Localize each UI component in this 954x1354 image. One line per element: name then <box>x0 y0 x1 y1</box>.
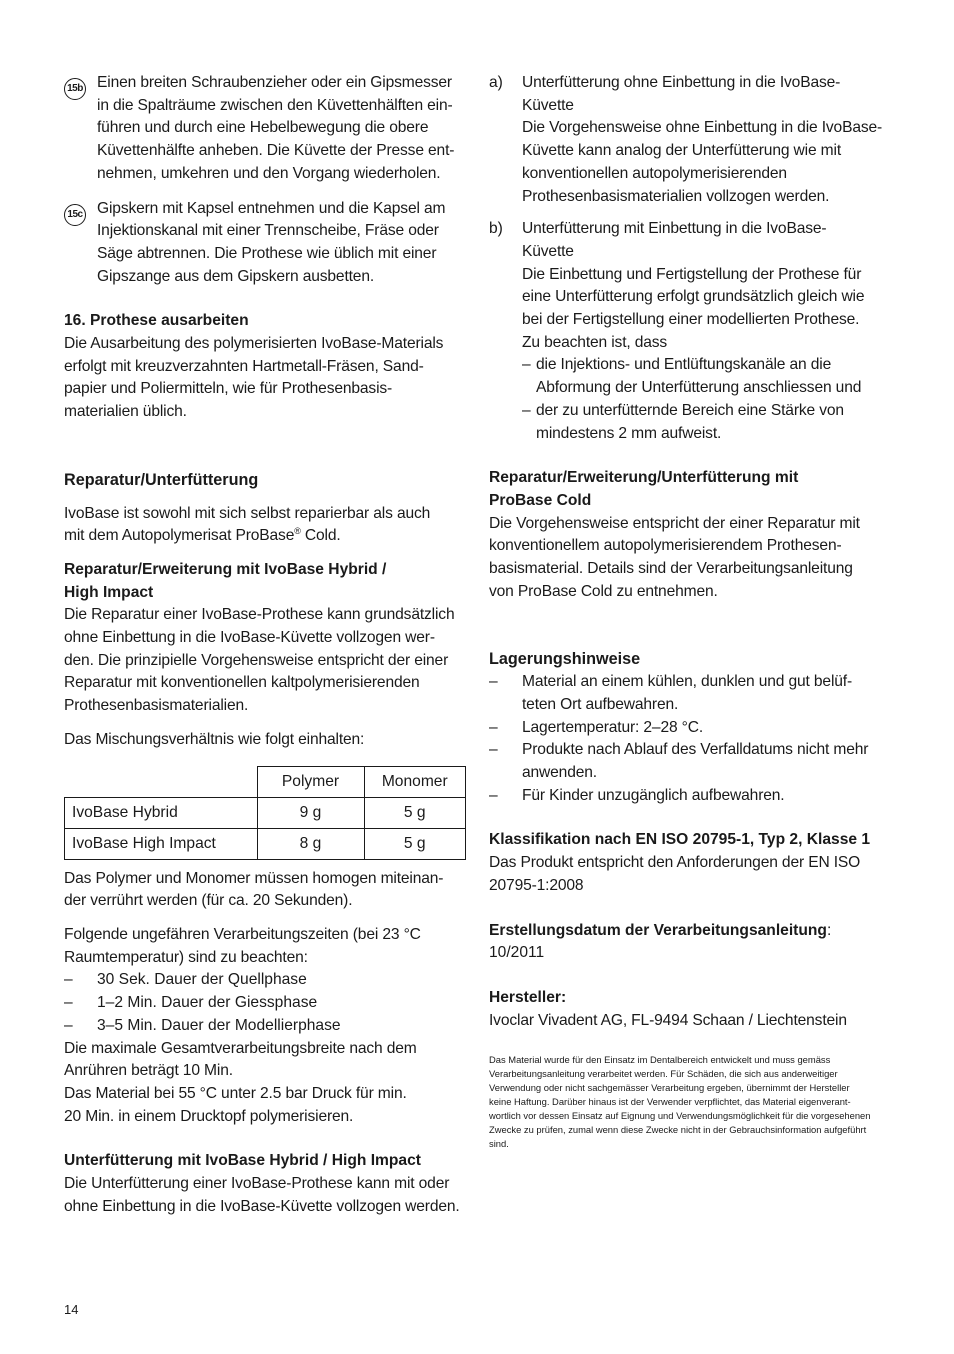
text-line: Küvettenhälfte anheben. Die Küvette der Presse ent- <box>97 142 455 160</box>
list-item: – 3–5 Min. Dauer der Modellierphase <box>64 1015 466 1038</box>
relining-heading: Unterfütterung mit IvoBase Hybrid / High Impact <box>64 1152 421 1170</box>
table-header: Polymer <box>257 766 364 797</box>
classification-section <box>489 829 891 897</box>
text-line: Injektionskanal mit einer Trennscheibe, Fräse oder <box>97 222 439 240</box>
registered-mark: ® <box>294 526 301 537</box>
text-line: von ProBase Cold zu entnehmen. <box>489 582 718 600</box>
text-line: erfolgt mit kreuzverzahnten Hartmetall-Fräsen, Sand- <box>64 357 424 375</box>
manufacturer-heading: Hersteller: <box>489 988 567 1006</box>
list-item: – die Injektions- und Entlüftungskanäle an die Abformung der Unterfütterung anschliessen und <box>522 356 862 397</box>
text-line: Einen breiten Schraubenzieher oder ein Gipsmesser <box>97 74 452 91</box>
dash-marker: – <box>64 971 73 989</box>
table-cell: 8 g <box>257 828 364 859</box>
option-b <box>489 218 891 445</box>
text-line: Die maximale Gesamtverarbeitungsbreite nach dem <box>64 1039 417 1057</box>
dash-marker: – <box>522 356 531 374</box>
list-item: – Produkte nach Ablauf des Verfalldatums nicht mehr anwenden. <box>489 741 869 781</box>
date-heading: Erstellungsdatum der Verarbeitungsanleitung: <box>489 921 832 939</box>
table-row <box>65 797 466 828</box>
step-15b <box>64 72 466 186</box>
disclaimer-line: keine Haftung. Darüber hinaus ist der Verwender verpflichtet, das Material eigenverant- <box>489 1096 851 1108</box>
text-line: Zu beachten ist, dass <box>522 333 668 351</box>
table-cell: 9 g <box>257 797 364 828</box>
dash-marker: – <box>489 718 498 736</box>
right-column <box>489 72 891 1151</box>
disclaimer-line: Verarbeitungsanleitung verarbeitet werden. Für Schäden, die sich aus anderweitiger <box>489 1068 838 1080</box>
after-table-text <box>64 868 466 913</box>
text-line: 20795-1:2008 <box>489 876 584 894</box>
list-item: – Material an einem kühlen, dunklen und gut belüf- teten Ort aufbewahren. <box>489 673 853 713</box>
processing-times <box>64 924 466 1128</box>
list-item: – der zu unterfütternde Bereich eine Stärke von mindestens 2 mm aufweist. <box>522 401 844 442</box>
storage-heading: Lagerungshinweise <box>489 650 641 669</box>
list-item: – 1–2 Min. Dauer der Giessphase <box>64 992 466 1015</box>
text-line: Das Material bei 55 °C unter 2.5 bar Druck für min. <box>64 1084 407 1102</box>
table-header-row <box>65 766 466 797</box>
repair-heading: Reparatur/Unterfütterung <box>64 470 259 489</box>
text-line: der verrührt werden (für ca. 20 Sekunden). <box>64 892 353 910</box>
option-title-line: Unterfütterung ohne Einbettung in die IvoBase- <box>522 74 841 91</box>
text-line: führen und durch eine Hebelbewegung die obere <box>97 119 429 137</box>
text-line: Die Vorgehensweise entspricht der einer Reparatur mit <box>489 514 860 532</box>
text-line: Reparatur mit konventionellen kaltpolymerisierenden <box>64 674 420 692</box>
text-line: ohne Einbettung in die IvoBase-Küvette vollzogen werden. <box>64 1197 460 1215</box>
text-line: Anrühren beträgt 10 Min. <box>64 1062 233 1080</box>
table-cell: IvoBase High Impact <box>65 828 258 859</box>
page-number: 14 <box>64 1302 79 1317</box>
classification-heading: Klassifikation nach EN ISO 20795-1, Typ 2, Klasse 1 <box>489 831 871 849</box>
step-15c-badge-icon: 15c <box>64 204 86 226</box>
text-line: Prothesenbasismaterialien. <box>64 697 249 715</box>
hybrid-heading-line: High Impact <box>64 583 154 601</box>
hybrid-heading-line: Reparatur/Erweiterung mit IvoBase Hybrid / <box>64 560 387 578</box>
list-item: – Lagertemperatur: 2–28 °C. <box>489 717 891 740</box>
list-item: – 30 Sek. Dauer der Quellphase <box>64 969 466 992</box>
text-line: IvoBase ist sowohl mit sich selbst reparierbar als auch <box>64 504 431 522</box>
text-line: Küvette kann analog der Unterfütterung wie mit <box>522 142 842 160</box>
text-line: nehmen, umkehren und den Vorgang wiederholen. <box>97 164 441 182</box>
text-line: in die Spalträume zwischen den Küvettenhälften ein- <box>97 96 453 114</box>
text-line: Prothesenbasismaterialien vollzogen werden. <box>522 187 830 205</box>
dash-marker: – <box>489 741 498 759</box>
dash-marker: – <box>489 786 498 804</box>
text-line: Säge abtrennen. Die Prothese wie üblich mit einer <box>97 244 437 262</box>
disclaimer-line: Das Material wurde für den Einsatz im Dentalbereich entwickelt und muss gemäss <box>489 1054 831 1066</box>
option-a <box>489 72 891 208</box>
dash-marker: – <box>522 401 531 419</box>
section-16-heading: 16. Prothese ausarbeiten <box>64 312 249 330</box>
text-line: Die Einbettung und Fertigstellung der Prothese für <box>522 265 862 283</box>
probase-section <box>489 467 891 603</box>
mix-intro: Das Mischungsverhältnis wie folgt einhalten: <box>64 730 365 748</box>
text-line: 20 Min. in einem Drucktopf polymerisieren. <box>64 1107 354 1125</box>
text-line: papier und Poliermitteln, wie für Prothesenbasis- <box>64 380 393 398</box>
disclaimer-line: wortlich vor dessen Einsatz auf Eignung und Verwendungsmöglichkeit für die vorgesehenen <box>489 1109 871 1121</box>
text-line: Die Vorgehensweise ohne Einbettung in die IvoBase- <box>522 119 883 137</box>
option-b-marker: b) <box>489 220 503 238</box>
left-column <box>64 72 466 1218</box>
text-line: konventionellem autopolymerisierendem Prothesen- <box>489 537 842 555</box>
dash-marker: – <box>64 994 73 1012</box>
text-line: Folgende ungefähren Verarbeitungszeiten (bei 23 °C <box>64 925 421 943</box>
text-line: Die Ausarbeitung des polymerisierten IvoBase-Materials <box>64 335 444 353</box>
text-line: konventionellen autopolymerisierenden <box>522 164 787 182</box>
dash-marker: – <box>489 673 498 691</box>
text-line: Die Reparatur einer IvoBase-Prothese kann grundsätzlich <box>64 606 455 624</box>
option-title-line: Küvette <box>522 242 574 260</box>
mixing-ratio-table <box>64 766 466 860</box>
option-title-line: Unterfütterung mit Einbettung in die IvoBase- <box>522 220 827 238</box>
disclaimer-line: Zwecke zu prüfen, zumal wenn diese Zwecke nicht in der Gebrauchsinformation aufgeführt <box>489 1123 867 1135</box>
hybrid-repair-section <box>64 559 466 752</box>
text-line: basismaterial. Details sind der Verarbeitungsanleitung <box>489 560 853 578</box>
relining-section <box>64 1150 466 1218</box>
text-line: bei der Fertigstellung einer modellierten Prothese. <box>522 311 860 329</box>
option-a-marker: a) <box>489 74 503 91</box>
text-line: Das Polymer und Monomer müssen homogen miteinan- <box>64 869 444 887</box>
repair-section <box>64 469 466 548</box>
text-line: mit dem Autopolymerisat ProBase® Cold. <box>64 526 341 545</box>
table-header: Monomer <box>364 766 466 797</box>
manufacturer-value: Ivoclar Vivadent AG, FL-9494 Schaan / Liechtenstein <box>489 1011 847 1029</box>
date-value: 10/2011 <box>489 944 545 962</box>
list-item: – Für Kinder unzugänglich aufbewahren. <box>489 785 891 808</box>
section-16 <box>64 310 466 424</box>
table-cell: 5 g <box>364 797 466 828</box>
text-line: den. Die prinzipielle Vorgehensweise entspricht der einer <box>64 651 449 669</box>
table-cell: IvoBase Hybrid <box>65 797 258 828</box>
probase-heading-line: ProBase Cold <box>489 491 592 509</box>
text-line: Das Produkt entspricht den Anforderungen der EN ISO <box>489 854 861 872</box>
table-cell: 5 g <box>364 828 466 859</box>
text-line: materialien üblich. <box>64 403 187 421</box>
text-line: Gipskern mit Kapsel entnehmen und die Kapsel am <box>97 199 446 217</box>
manufacturer-section <box>489 987 891 1032</box>
text-line: Gipszange aus dem Gipskern ausbetten. <box>97 267 375 285</box>
date-section <box>489 920 891 965</box>
probase-heading-line: Reparatur/Erweiterung/Unterfütterung mit <box>489 469 799 487</box>
dash-marker: – <box>64 1016 73 1034</box>
text-line: Raumtemperatur) sind zu beachten: <box>64 948 308 966</box>
text-line: Die Unterfütterung einer IvoBase-Prothese kann mit oder <box>64 1175 450 1193</box>
storage-section <box>489 648 891 807</box>
table-row <box>65 828 466 859</box>
text-line: eine Unterfütterung erfolgt grundsätzlich gleich wie <box>522 288 865 306</box>
disclaimer-line: Verwendung oder nicht sachgemässer Verarbeitung ergeben, übernimmt der Hersteller <box>489 1082 850 1094</box>
text-line: ohne Einbettung in die IvoBase-Küvette vollzogen wer- <box>64 629 435 647</box>
option-title-line: Küvette <box>522 96 574 114</box>
step-15b-badge-icon: 15b <box>64 78 86 100</box>
disclaimer <box>489 1053 891 1150</box>
step-15c <box>64 198 466 289</box>
disclaimer-line: sind. <box>489 1137 509 1149</box>
